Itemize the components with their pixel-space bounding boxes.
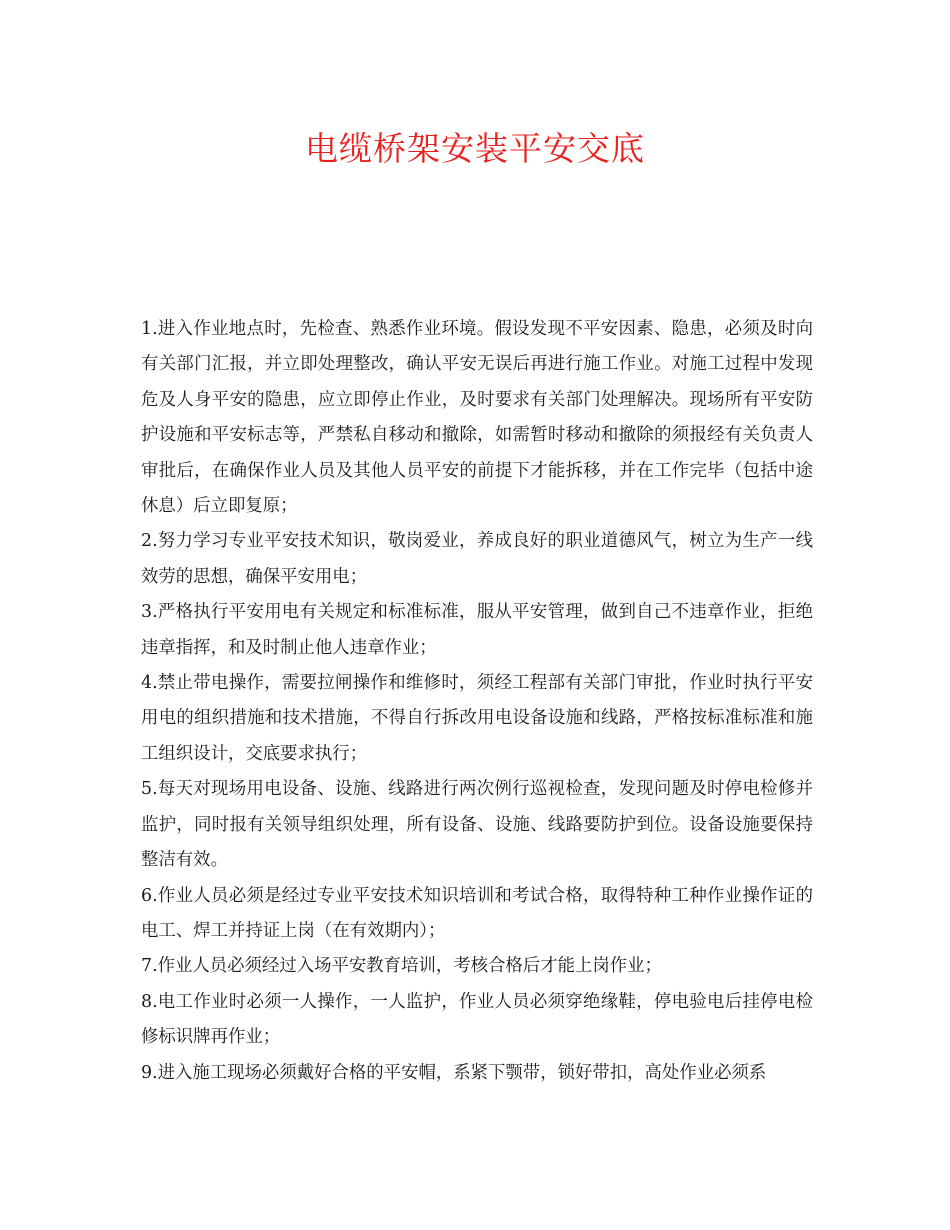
document-title: 电缆桥架安装平安交底 xyxy=(305,129,645,168)
list-item: 3.严格执行平安用电有关规定和标准标准，服从平安管理，做到自己不违章作业，拒绝违章指挥，和及时制止他人违章作业； xyxy=(141,602,813,658)
list-item: 6.作业人员必须是经过专业平安技术知识培训和考试合格，取得特种工种作业操作证的电工、焊工并持证上岗（在有效期内）； xyxy=(141,885,813,941)
list-item: 5.每天对现场用电设备、设施、线路进行两次例行巡视检查，发现问题及时停电检修并监护，同时报有关领导组织处理，所有设备、设施、线路要防护到位。设备设施要保持整洁有效。 xyxy=(141,779,813,871)
list-item: 4.禁止带电操作，需要拉闸操作和维修时，须经工程部有关部门审批，作业时执行平安用电的组织措施和技术措施，不得自行拆改用电设备设施和线路，严格按标准标准和施工组织设计，交底要求执行； xyxy=(141,673,813,764)
list-item: 8.电工作业时必须一人操作，一人监护，作业人员必须穿绝缘鞋，停电验电后挂停电检修标识牌再作业； xyxy=(141,991,813,1048)
list-item: 9.进入施工现场必须戴好合格的平安帽，系紧下颚带，锁好带扣，高处作业必须系 xyxy=(141,1062,767,1083)
list-item: 2.努力学习专业平安技术知识，敬岗爱业，养成良好的职业道德风气，树立为生产一线效劳的思想，确保平安用电； xyxy=(141,531,813,587)
document-body xyxy=(141,312,813,1091)
list-item: 7.作业人员必须经过入场平安教育培训，考核合格后才能上岗作业； xyxy=(141,956,662,977)
list-item: 1.进入作业地点时，先检查、熟悉作业环境。假设发现不平安因素、隐患，必须及时向有关部门汇报，并立即处理整改，确认平安无误后再进行施工作业。对施工过程中发现危及人身平安的隐患，应立即停止作业，及时要求有关部门处理解决。现场所有平安防护设施和平安标志等，严禁私自移动和撤除，如需暂时移动和撤除的须报经有关负责人审批后，在确保作业人员及其他人员平安的前提下才能拆移，并在工作完毕（包括中途休息）后立即复原； xyxy=(141,319,813,517)
